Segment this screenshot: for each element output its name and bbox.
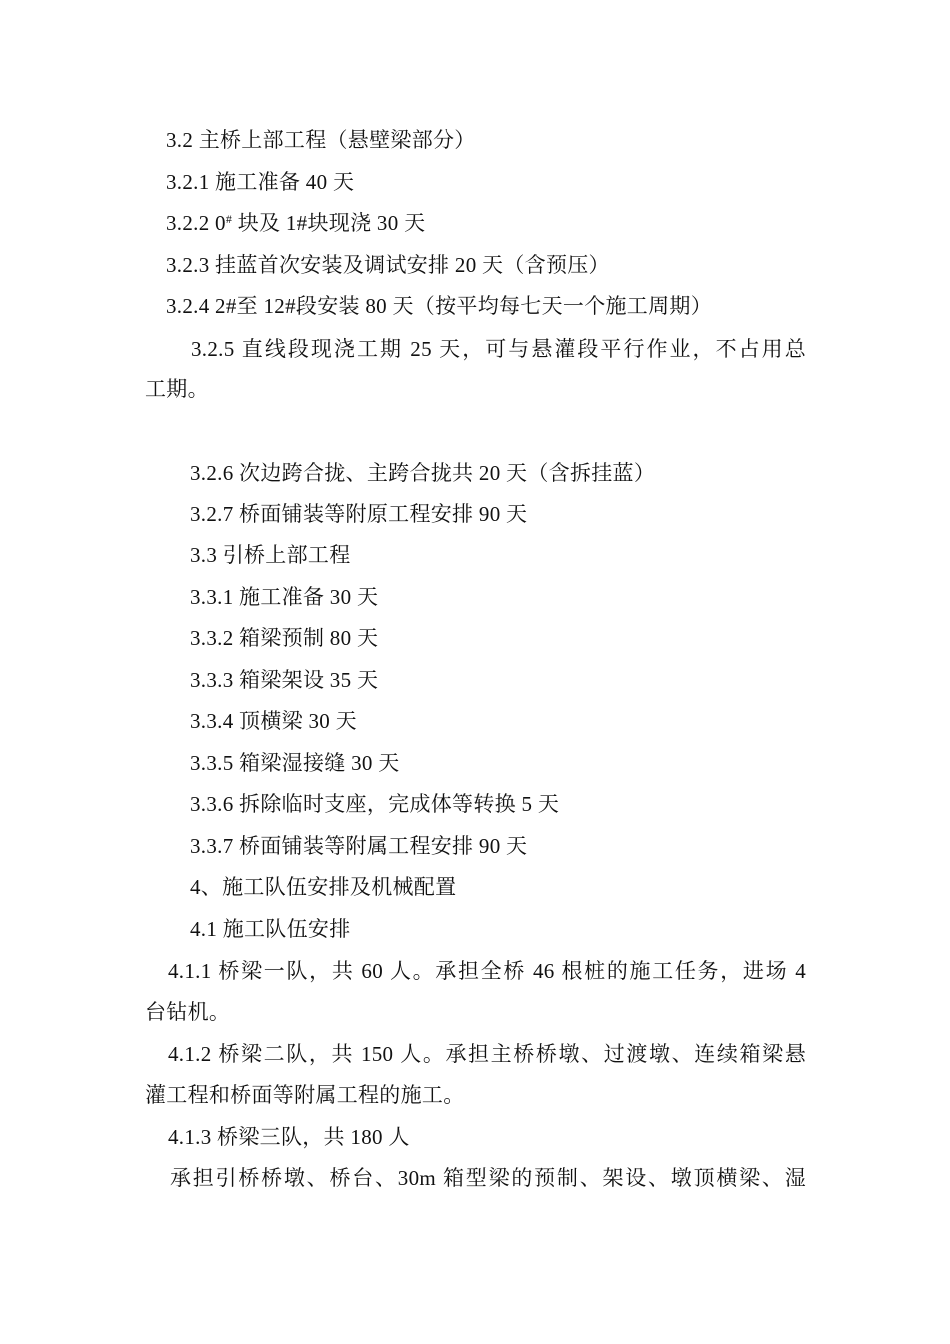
item-3-2-4: 3.2.4 2#至 12#段安装 80 天（按平均每七天一个施工周期）: [166, 294, 712, 318]
item-4-1-3: 4.1.3 桥梁三队，共 180 人: [168, 1125, 410, 1149]
heading-4-1: 4.1 施工队伍安排: [190, 917, 351, 941]
item-3-3-2: 3.3.2 箱梁预制 80 天: [190, 626, 379, 650]
item-3-2-2-part-b: 块及 1#块现浇 30 天: [232, 211, 426, 235]
item-3-2-5-continuation: 工期。: [145, 377, 209, 401]
item-3-3-6: 3.3.6 拆除临时支座，完成体等转换 5 天: [190, 792, 560, 816]
heading-3-3: 3.3 引桥上部工程: [190, 543, 351, 567]
item-3-2-3: 3.2.3 挂蓝首次安装及调试安排 20 天（含预压）: [166, 253, 610, 277]
item-3-3-4: 3.3.4 顶横梁 30 天: [190, 709, 357, 733]
item-4-1-2-continuation: 灌工程和桥面等附属工程的施工。: [145, 1083, 465, 1107]
item-3-3-5: 3.3.5 箱梁湿接缝 30 天: [190, 751, 400, 775]
item-3-3-3: 3.3.3 箱梁架设 35 天: [190, 668, 379, 692]
item-3-3-1: 3.3.1 施工准备 30 天: [190, 585, 379, 609]
item-4-1-2: 4.1.2 桥梁二队，共 150 人。承担主桥桥墩、过渡墩、连续箱梁悬: [168, 1042, 806, 1066]
item-3-2-2-superscript: #: [225, 212, 233, 226]
item-3-3-7: 3.3.7 桥面铺装等附属工程安排 90 天: [190, 834, 528, 858]
item-3-2-6: 3.2.6 次边跨合拢、主跨合拢共 20 天（含拆挂蓝）: [190, 461, 656, 485]
item-3-2-7: 3.2.7 桥面铺装等附原工程安排 90 天: [190, 502, 528, 526]
heading-3-2: 3.2 主桥上部工程（悬壁梁部分）: [166, 128, 476, 152]
item-4-1-3-body: 承担引桥桥墩、桥台、30m 箱型梁的预制、架设、墩顶横梁、湿: [170, 1166, 806, 1190]
heading-4: 4、施工队伍安排及机械配置: [190, 875, 457, 899]
item-4-1-1: 4.1.1 桥梁一队，共 60 人。承担全桥 46 根桩的施工任务，进场 4: [168, 959, 806, 983]
item-3-2-2-part-a: 3.2.2 0: [166, 211, 226, 235]
item-3-2-1: 3.2.1 施工准备 40 天: [166, 170, 355, 194]
item-3-2-5: 3.2.5 直线段现浇工期 25 天，可与悬灌段平行作业，不占用总: [191, 337, 806, 361]
item-3-2-2: [166, 209, 425, 237]
item-4-1-1-continuation: 台钻机。: [145, 1000, 231, 1024]
